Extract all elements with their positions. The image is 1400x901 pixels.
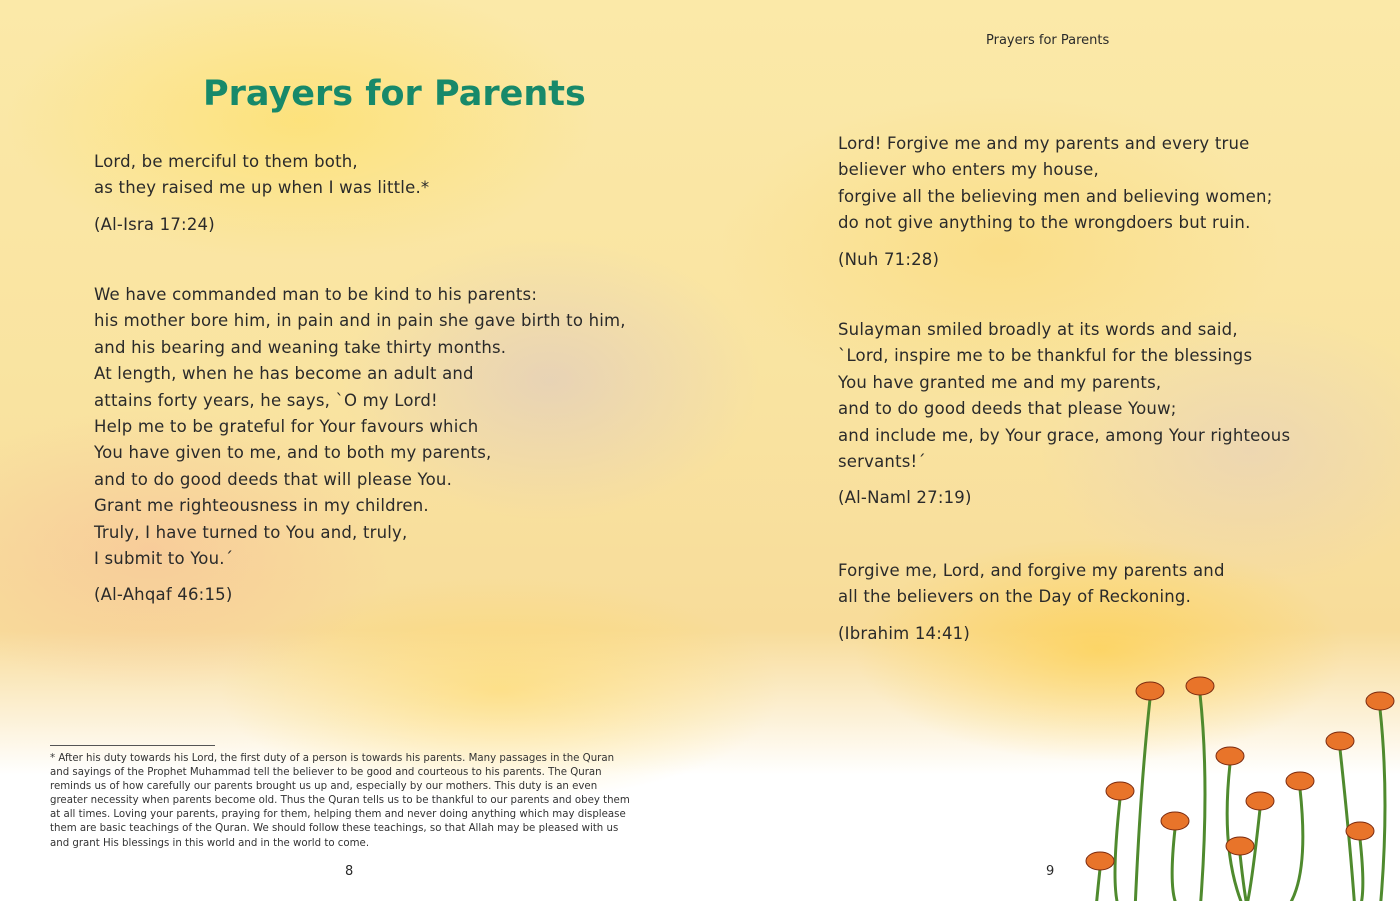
prayer-line: servants!´ (838, 452, 926, 471)
prayer-line: believer who enters my house, (838, 160, 1099, 180)
flower-blossom (1226, 837, 1254, 855)
flower-blossom (1161, 812, 1189, 830)
footnote: * After his duty towards his Lord, the first duty of a person is towards his parents. Many passages in the Quran and sayings of the Prophet Muhammad tell the believer to be good and courteous to his parents. The Quran reminds us of how carefully our parents brought us up and, especially by our mothers. This duty is an even greater necessity when parents become old. Thus the Quran tells us to be thankful to our parents and obey them at all times. Loving your parents, praying for them, helping them and never doing anything which may displease them are basic teachings of the Quran. We should follow these teachings, so that Allah may be pleased with us and grant His blessings in this world and in the world to come. (50, 753, 630, 849)
prayer-line: `Lord, inspire me to be thankful for the blessings (838, 346, 1253, 366)
flower-blossom (1136, 682, 1164, 700)
prayer-line: and to do good deeds that will please You. (94, 469, 453, 489)
prayer-line: and include me, by Your grace, among Your righteous (838, 425, 1291, 445)
prayer-line: Forgive me, Lord, and forgive my parents and (838, 561, 1225, 580)
flower-blossom (1366, 692, 1394, 710)
verse-reference: (Nuh 71:28) (838, 249, 940, 269)
flower-blossom (1106, 782, 1134, 800)
prayer-line: Truly, I have turned to You and, truly, (94, 522, 408, 542)
flower-stem (1380, 709, 1385, 901)
prayer-line: as they raised me up when I was little.* (94, 178, 430, 198)
flower-stem (1135, 699, 1150, 901)
running-header: Prayers for Parents (986, 33, 1110, 48)
flower-stem (1200, 694, 1205, 901)
prayer-line: Lord, be merciful to them both, (94, 152, 358, 171)
prayer-line: do not give anything to the wrongdoers but ruin. (838, 213, 1251, 233)
prayer-line: Help me to be grateful for Your favours which (94, 417, 479, 436)
prayer-line: and to do good deeds that please Youw; (838, 399, 1177, 419)
flower-blossom (1326, 732, 1354, 750)
verse-reference: (Al-Isra 17:24) (94, 214, 215, 234)
flower-stem (1285, 789, 1303, 901)
prayer-line: At length, when he has become an adult and (94, 364, 474, 384)
verse-reference: (Al-Ahqaf 46:15) (94, 585, 233, 605)
prayer-line: We have commanded man to be kind to his parents: (94, 285, 538, 304)
flower-stem (1245, 809, 1260, 901)
prayer-line: You have given to me, and to both my parents, (94, 443, 492, 463)
flower-blossom (1086, 852, 1114, 870)
flower-blossom (1246, 792, 1274, 810)
prayer-line: Grant me righteousness in my children. (94, 496, 429, 516)
prayer-line: attains forty years, he says, `O my Lord! (94, 390, 438, 410)
prayer-line: all the believers on the Day of Reckoning. (838, 587, 1192, 607)
prayer-line: forgive all the believing men and believing women; (838, 186, 1273, 206)
flower-illustration (1060, 671, 1400, 901)
prayer-line: I submit to You.´ (94, 549, 234, 568)
footnote-divider (50, 745, 215, 746)
page-number-left: 8 (345, 864, 354, 879)
flower-blossom (1346, 822, 1374, 840)
prayer-line: Lord! Forgive me and my parents and every true (838, 134, 1250, 153)
flower-blossom (1286, 772, 1314, 790)
verse-reference: (Ibrahim 14:41) (838, 623, 971, 643)
flower-blossom (1216, 747, 1244, 765)
prayer-line: and his bearing and weaning take thirty months. (94, 337, 507, 357)
page-title: Prayers for Parents (203, 74, 586, 114)
page-number-right: 9 (1046, 864, 1055, 879)
flower-blossom (1186, 677, 1214, 695)
flower-stem (1172, 829, 1190, 901)
flower-stem (1095, 869, 1100, 901)
prayer-line: his mother bore him, in pain and in pain she gave birth to him, (94, 311, 626, 331)
verse-reference: (Al-Naml 27:19) (838, 488, 972, 508)
prayer-line: You have granted me and my parents, (838, 372, 1162, 392)
prayer-line: Sulayman smiled broadly at its words and said, (838, 320, 1238, 339)
flower-stem (1115, 799, 1120, 901)
